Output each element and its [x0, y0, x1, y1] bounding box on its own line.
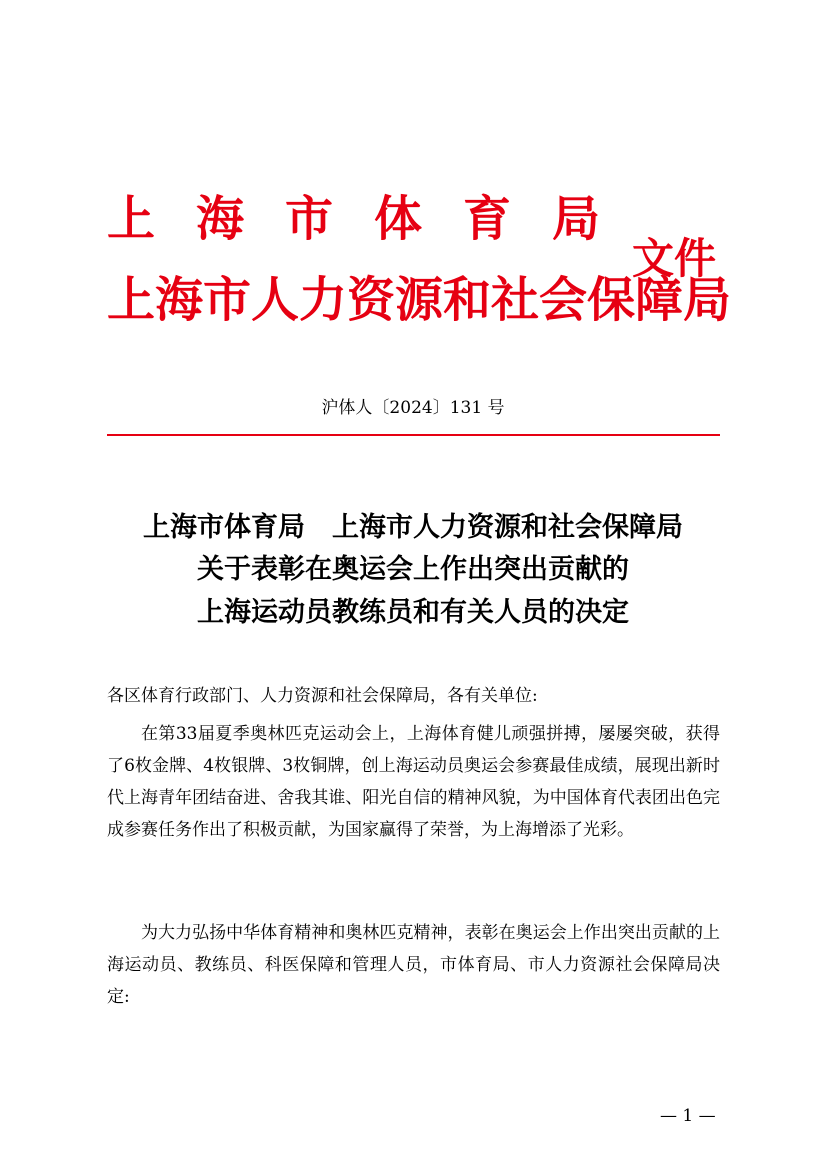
paragraph-1: 在第33届夏季奥林匹克运动会上，上海体育健儿顽强拼搏，屡屡突破，获得了6枚金牌、4枚银牌、3枚铜牌，创上海运动员奥运会参赛最佳成绩，展现出新时代上海青年团结奋进、舍我其谁、阳光自信的精神风貌，为中国体育代表团出色完成参赛任务作出了积极贡献，为国家赢得了荣誉，为上海增添了光彩。: [107, 724, 720, 840]
salutation: 各区体育行政部门、人力资源和社会保障局，各有关单位:: [107, 686, 538, 706]
issuer-sports-bureau: 上海市体育局: [107, 191, 642, 247]
red-separator-line: [107, 434, 720, 436]
paragraph-2: 为大力弘扬中华体育精神和奥林匹克精神，表彰在奥运会上作出突出贡献的上海运动员、教练员、科医保障和管理人员，市体育局、市人力资源社会保障局决定:: [107, 923, 720, 1007]
issuer-hr-bureau: 上海市人力资源和社会保障局: [107, 272, 732, 328]
title-line-3: 上海运动员教练员和有关人员的决定: [197, 597, 629, 628]
document-number: 沪体人〔2024〕131 号: [321, 398, 505, 418]
page-number: — 1 —: [660, 1106, 716, 1126]
title-line-2: 关于表彰在奥运会上作出突出贡献的: [197, 554, 629, 585]
title-line-1: 上海市体育局 上海市人力资源和社会保障局: [143, 512, 683, 543]
document-suffix: 文件: [632, 234, 717, 283]
